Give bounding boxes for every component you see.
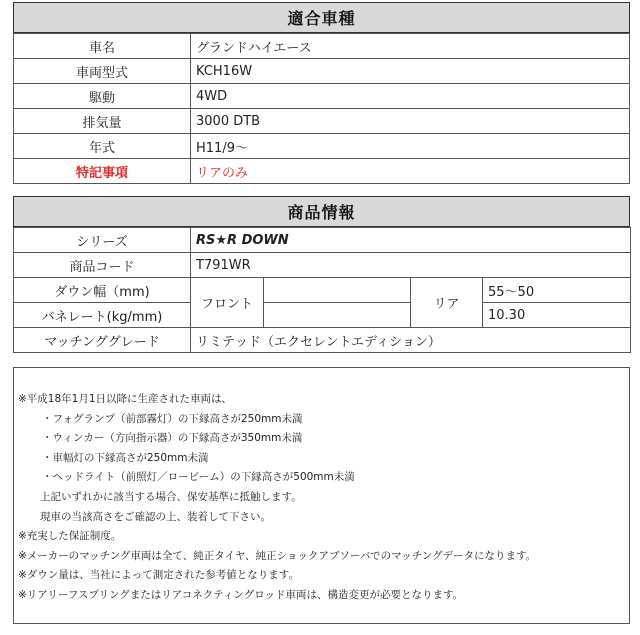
row-value: KCH16W [191,59,630,84]
matching-grade-label: マッチンググレード [14,328,191,353]
table-row [14,228,631,253]
spring-rate-label: バネレート(kg/mm) [14,303,191,328]
note-line: ・ヘッドライト（前照灯／ロービーム）の下縁高さが500mm未満 [42,471,355,484]
note-line: ・ウィンカー（方向指示器）の下縁高さが350mm未満 [42,432,303,445]
table-row [14,34,630,59]
front-down-value [264,278,411,303]
note-line: ※平成18年1月1日以降に生産された車両は、 [18,393,233,405]
row-label: 年式 [14,134,191,159]
table-row [14,159,630,184]
table-row [14,278,631,303]
fitment-table [13,33,630,184]
row-value: H11/9～ [191,134,630,159]
rear-down-value: 55～50 [483,278,631,303]
note-line: ※充実した保証制度。 [18,530,122,543]
table-row [14,109,630,134]
special-notes-label: 特記事項 [14,159,191,184]
rear-label: リア [411,278,483,328]
fitment-heading: 適合車種 [13,2,630,33]
series-value: RS★R DOWN [191,228,631,253]
row-value: 4WD [191,84,630,109]
front-spring-value [264,303,411,328]
row-label: 車名 [14,34,191,59]
product-code-value: T791WR [191,253,631,278]
row-value: グランドハイエース [191,34,630,59]
product-code-label: 商品コード [14,253,191,278]
row-label: 排気量 [14,109,191,134]
note-line: 現車の当該高さをご確認の上、装着して下さい。 [40,510,271,523]
row-label: 車両型式 [14,59,191,84]
row-value: 3000 DTB [191,109,630,134]
notes-box [13,367,630,624]
matching-grade-value: リミテッド（エクセレントエディション） [191,328,631,353]
note-line: ※メーカーのマッチング車両は全て、純正タイヤ、純正ショックアブソーバでのマッチングデータになります。 [18,549,537,562]
table-row [14,303,631,328]
row-label: 駆動 [14,84,191,109]
note-line: ・フォグランプ（前部霧灯）の下縁高さが250mm未満 [42,412,303,425]
table-row [14,59,630,84]
note-line: ※リアリーフスプリングまたはリアコネクティングロッド車両は、構造変更が必要となります。 [18,588,464,601]
fitment-section [13,2,630,184]
special-notes-value: リアのみ [191,159,630,184]
down-width-label: ダウン幅（mm) [14,278,191,303]
note-line: ※ダウン量は、当社によって測定された参考値となります。 [18,569,299,582]
product-section [13,196,630,353]
front-label: フロント [191,278,264,328]
table-row [14,134,630,159]
product-heading: 商品情報 [13,196,630,227]
table-row [14,84,630,109]
rear-spring-value: 10.30 [483,303,631,328]
product-table [13,227,631,353]
note-line: 上記いずれかに該当する場合、保安基準に抵触します。 [40,490,302,503]
table-row [14,253,631,278]
note-line: ・車幅灯の下縁高さが250mm未満 [42,451,209,464]
series-label: シリーズ [14,228,191,253]
table-row [14,328,631,353]
